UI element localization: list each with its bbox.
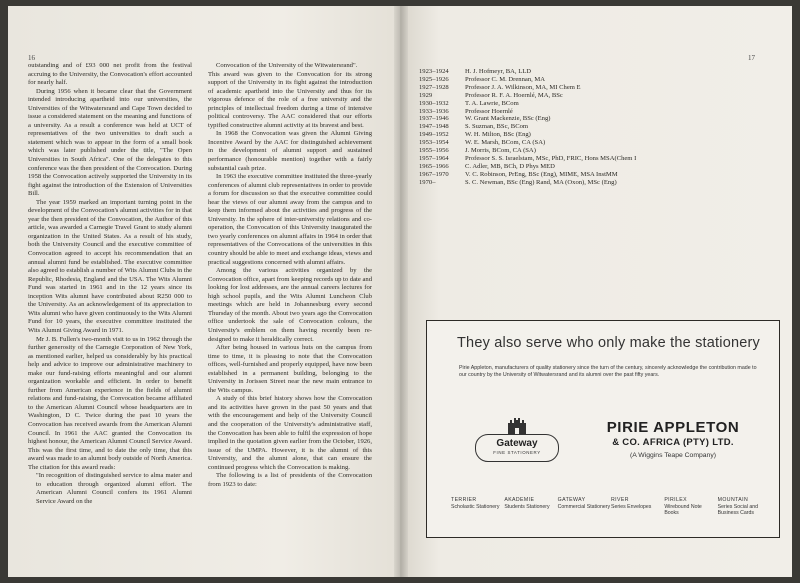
president-years: 1927–1928 [419, 83, 449, 91]
president-row [419, 68, 759, 76]
president-name: J. Morris, BCom, CA (SA) [465, 147, 536, 155]
page-number-right: 17 [748, 54, 755, 62]
brand-name: AKADEMIE [504, 497, 535, 503]
president-name: W. E. Marsh, BCom, CA (SA) [465, 139, 546, 147]
president-row [419, 84, 759, 92]
brand-name: MOUNTAIN [717, 497, 749, 503]
president-name: Professor S. S. Israelstam, MSc, PhD, FRIC, Hons MSA(Chem I [465, 154, 637, 162]
company-parent: (A Wiggins Teape Company) [629, 452, 716, 459]
paragraph: This award was given to the Convocation for its strong support of the University in its fight against the introduction of academic apartheid into the University and thus for its vigorous defence of the role of a free university and the principles of intellectual freedom during a time of intensive political controversy. The AAC considered that our efforts typified constructive alumni activity at its bravest and best. [208, 70, 372, 129]
president-years: 1929 [419, 91, 433, 99]
president-name: Professor J. A. Wilkinson, MA, MI Chem E [465, 83, 581, 91]
paragraph: "In recognition of distinguished service to alma mater and to education through organized alumni effort. The American Alumni Council confers its 1961 Alumni Service Award on the [36, 472, 192, 505]
paragraph: Among the various activities organized by the Convocation office, apart from keeping records up to date and looking for lost addresses, are the annual careers lectures for high school pupils, and the Wits Alumni Luncheon Club meetings which are held in Johannesburg every second Thursday of the month. About two years ago the Convocation office undertook the sale of Convocation colours, the University's emblem on them having recently been re-designed to make it heraldically correct. [208, 267, 372, 343]
brand-item [718, 497, 771, 517]
brand-item [611, 497, 664, 517]
president-name: H. J. Hofmeyr, BA, LLD [465, 68, 532, 75]
president-name: T. A. Lawrie, BCom [465, 99, 519, 107]
company-subname: & CO. AFRICA (PTY) LTD. [612, 437, 734, 448]
paragraph: Mr J. B. Fullen's two-month visit to us in 1962 through the further generosity of the Carnegie Corporation of New York, as mentioned earlier, helped us considerably by his practical help and advice to improve our administrative machinery to make our fund-raising efforts meaningful and our alumni organization workable and efficient. In order to benefit further from American experience in the fields of alumni relations and fund-raising, the Convocation became affiliated to the American Alumni Council whose headquarters are in Washington, D C. Twice during the past 10 years the Convocation has received awards from the American Alumni Council. In 1961 the AAC granted the Convocation its highest honour, the American Alumni Council Service Award. This was the first time, and to date the only time, that this award was made to an alumni body outside of North America. The citation for this award reads: [28, 335, 192, 471]
president-name: Professor Hoernlé [465, 107, 513, 115]
stationery-advertisement [426, 320, 780, 538]
brand-description: Students Stationery [504, 503, 550, 510]
president-row [419, 108, 759, 116]
ad-body-text: Pirie Appleton, manufacturers of quality stationery since the turn of the century, sincerely acknowledge the contribution made to our country by the University of Witwatersrand and its alumni over the past fifty years. [459, 365, 757, 378]
president-row [419, 115, 759, 123]
company-name: PIRIE APPLETON [606, 419, 740, 436]
brand-name: PIRILEX [664, 497, 688, 503]
gateway-name: Gateway [496, 438, 538, 449]
president-name: V. C. Robinson, PrEng, BSc (Eng), MIME, MSA InstMM [465, 170, 618, 178]
company-logotype [593, 419, 753, 462]
brand-item [558, 497, 611, 517]
president-years: 1925–1926 [419, 75, 449, 83]
president-years: 1949–1952 [419, 131, 449, 139]
president-row [419, 179, 759, 187]
president-years: 1953–1954 [419, 139, 449, 147]
president-years: 1933–1936 [419, 107, 449, 115]
president-years: 1965–1966 [419, 162, 449, 170]
president-row [419, 123, 759, 131]
president-row [419, 171, 759, 179]
president-years: 1923–1924 [419, 68, 449, 75]
brand-name: GATEWAY [557, 497, 586, 503]
president-row [419, 155, 759, 163]
paragraph: The following is a list of presidents of the Convocation from 1923 to date: [208, 472, 372, 488]
president-name: S. Suzman, BSc, BCom [465, 123, 529, 131]
left-column-1 [28, 62, 192, 506]
president-years: 1967–1970 [419, 170, 449, 178]
president-years: 1970– [419, 178, 436, 186]
brand-description: Commercial Stationery [557, 503, 611, 510]
gateway-subtitle: FINE STATIONERY [493, 450, 541, 455]
paragraph: outstanding and of £93 000 net profit from the festival accruing to the University, the Convocation's effort accounted for nearly half. [28, 62, 192, 87]
president-row [419, 147, 759, 155]
brand-description: Series Envelopes [610, 503, 652, 510]
brand-item [451, 497, 504, 517]
paragraph: A study of this brief history shows how the Convocation and its activities have grown in the past 50 years and that with the encouragement and help of the University Council and the cooperation of the University's administrative staff, the Convocation has been able to fulfil the expression of hope implied in the quotation given earlier from the October, 1926, issue of the UMPA. However, it is the alumni of this University, and the alumni alone, that can ensure the continued progress which the Convocation is making. [208, 395, 372, 471]
president-row [419, 131, 759, 139]
left-page [8, 6, 400, 577]
brand-item [504, 497, 557, 517]
gateway-badge [475, 434, 559, 462]
paragraph: After being housed in various huts on the campus from time to time, it is pleasing to note that the Convocation offices, well-furnished and properly equipped, have now been established in a permanent building, belonging to the University in Jorissen Street near the new main entrance to the Wits campus. [208, 344, 372, 394]
paragraph: Convocation of the University of the Witwatersrand". [216, 62, 358, 69]
president-row [419, 76, 759, 84]
president-row [419, 100, 759, 108]
presidents-list [419, 68, 759, 187]
president-years: 1937–1946 [419, 115, 449, 123]
page-gutter [394, 6, 408, 577]
paragraph: In 1963 the executive committee instituted the three-yearly conferences of alumni club representatives in order to provide a forum for discussion so that the executive committee could hear the views of our alumni away from the campus and to keep them informed about the activities and progress of the University. In the sphere of inter-university relations and co-operation, the Convocation of this University inaugurated the two yearly conferences on alumni affairs in 1964 in order that representatives of the Convocations of the universities in this country should be able to meet and exchange ideas, views and practical suggestions concerned with alumni affairs. [208, 173, 372, 266]
magazine-spread [8, 6, 792, 577]
president-years: 1947–1948 [419, 123, 449, 131]
president-years: 1930–1932 [419, 99, 449, 107]
president-row [419, 92, 759, 100]
president-name: Professor C. M. Drennan, MA [465, 75, 546, 83]
brand-name: TERRIER [451, 497, 477, 503]
brand-description: Series Social and Business Cards [717, 503, 759, 517]
president-row [419, 139, 759, 147]
president-row [419, 163, 759, 171]
castle-icon [506, 417, 528, 435]
left-column-2 [208, 62, 372, 489]
brand-description: Scholastic Stationery [451, 503, 500, 510]
president-years: 1955–1956 [419, 147, 449, 155]
page-number-left: 16 [28, 54, 35, 62]
brand-description: Wirebound Note Books [664, 503, 702, 517]
paragraph: During 1956 when it became clear that the Government intended introducing apartheid into our universities, the Universities of the Witwatersrand and Cape Town decided to issue a considered statement on the meaning and functions of a university. As a result a conference was held at UCT of representatives of the two universities to draft such a statement which was to appear in the form of a small book which was later published under the title, "The Open Universities in South Africa". One of the delegates to this conference was the then president of the Convocation. During 1958 the Convocation actively supported the University in its fight against the introduction of the Extension of Universities Bill. [28, 87, 192, 198]
right-page [400, 6, 792, 577]
president-name: C. Adler, MB, BCh, D Phys MED [465, 162, 555, 170]
paragraph: In 1968 the Convocation was given the Alumni Giving Incentive Award by the AAC for distinguished achievement in the development of alumni support and sustained performance (honourable mention) together with a fairly substantial cash prize. [208, 130, 372, 172]
president-name: W. Grant Mackenzie, BSc (Eng) [465, 115, 551, 123]
paragraph: The year 1959 marked an important turning point in the development of the Convocation's alumni activities for in that year the then president of the Convocation, the Author of this article, was awarded a Carnegie Travel Grant to study alumni organization in the United States. As a result of his study, both the University Council and the executive committee of Convocation agreed to accept his recommendation that an annual alumni fund be established. The executive committee also agreed to establish a number of Wits Alumni Clubs in the Republic, Rhodesia, England and the USA. The Wits Alumni Fund was started in 1961 and in the 12 years since its inception Wits alumni have contributed about R250 000 to the University. As an acknowledgement of its appreciation to Wits alumni who have given continuously to the Wits Alumni Fund for 10 years, the executive committee instituted the Wits Alumni Giving Award in 1971. [28, 198, 192, 334]
brand-list [451, 497, 771, 517]
gateway-logo [463, 417, 575, 475]
president-name: Professor R. F. A. Hoernlé, MA, BSc [465, 91, 563, 99]
president-years: 1957–1964 [419, 154, 449, 162]
president-name: W. H. Milton, BSc (Eng) [465, 131, 531, 139]
brand-item [664, 497, 717, 517]
ad-headline: They also serve who only make the stationery [457, 335, 760, 351]
president-name: S. C. Newman, BSc (Eng) Rand, MA (Oxon), MSc (Eng) [465, 178, 617, 186]
brand-name: RIVER [610, 497, 629, 503]
